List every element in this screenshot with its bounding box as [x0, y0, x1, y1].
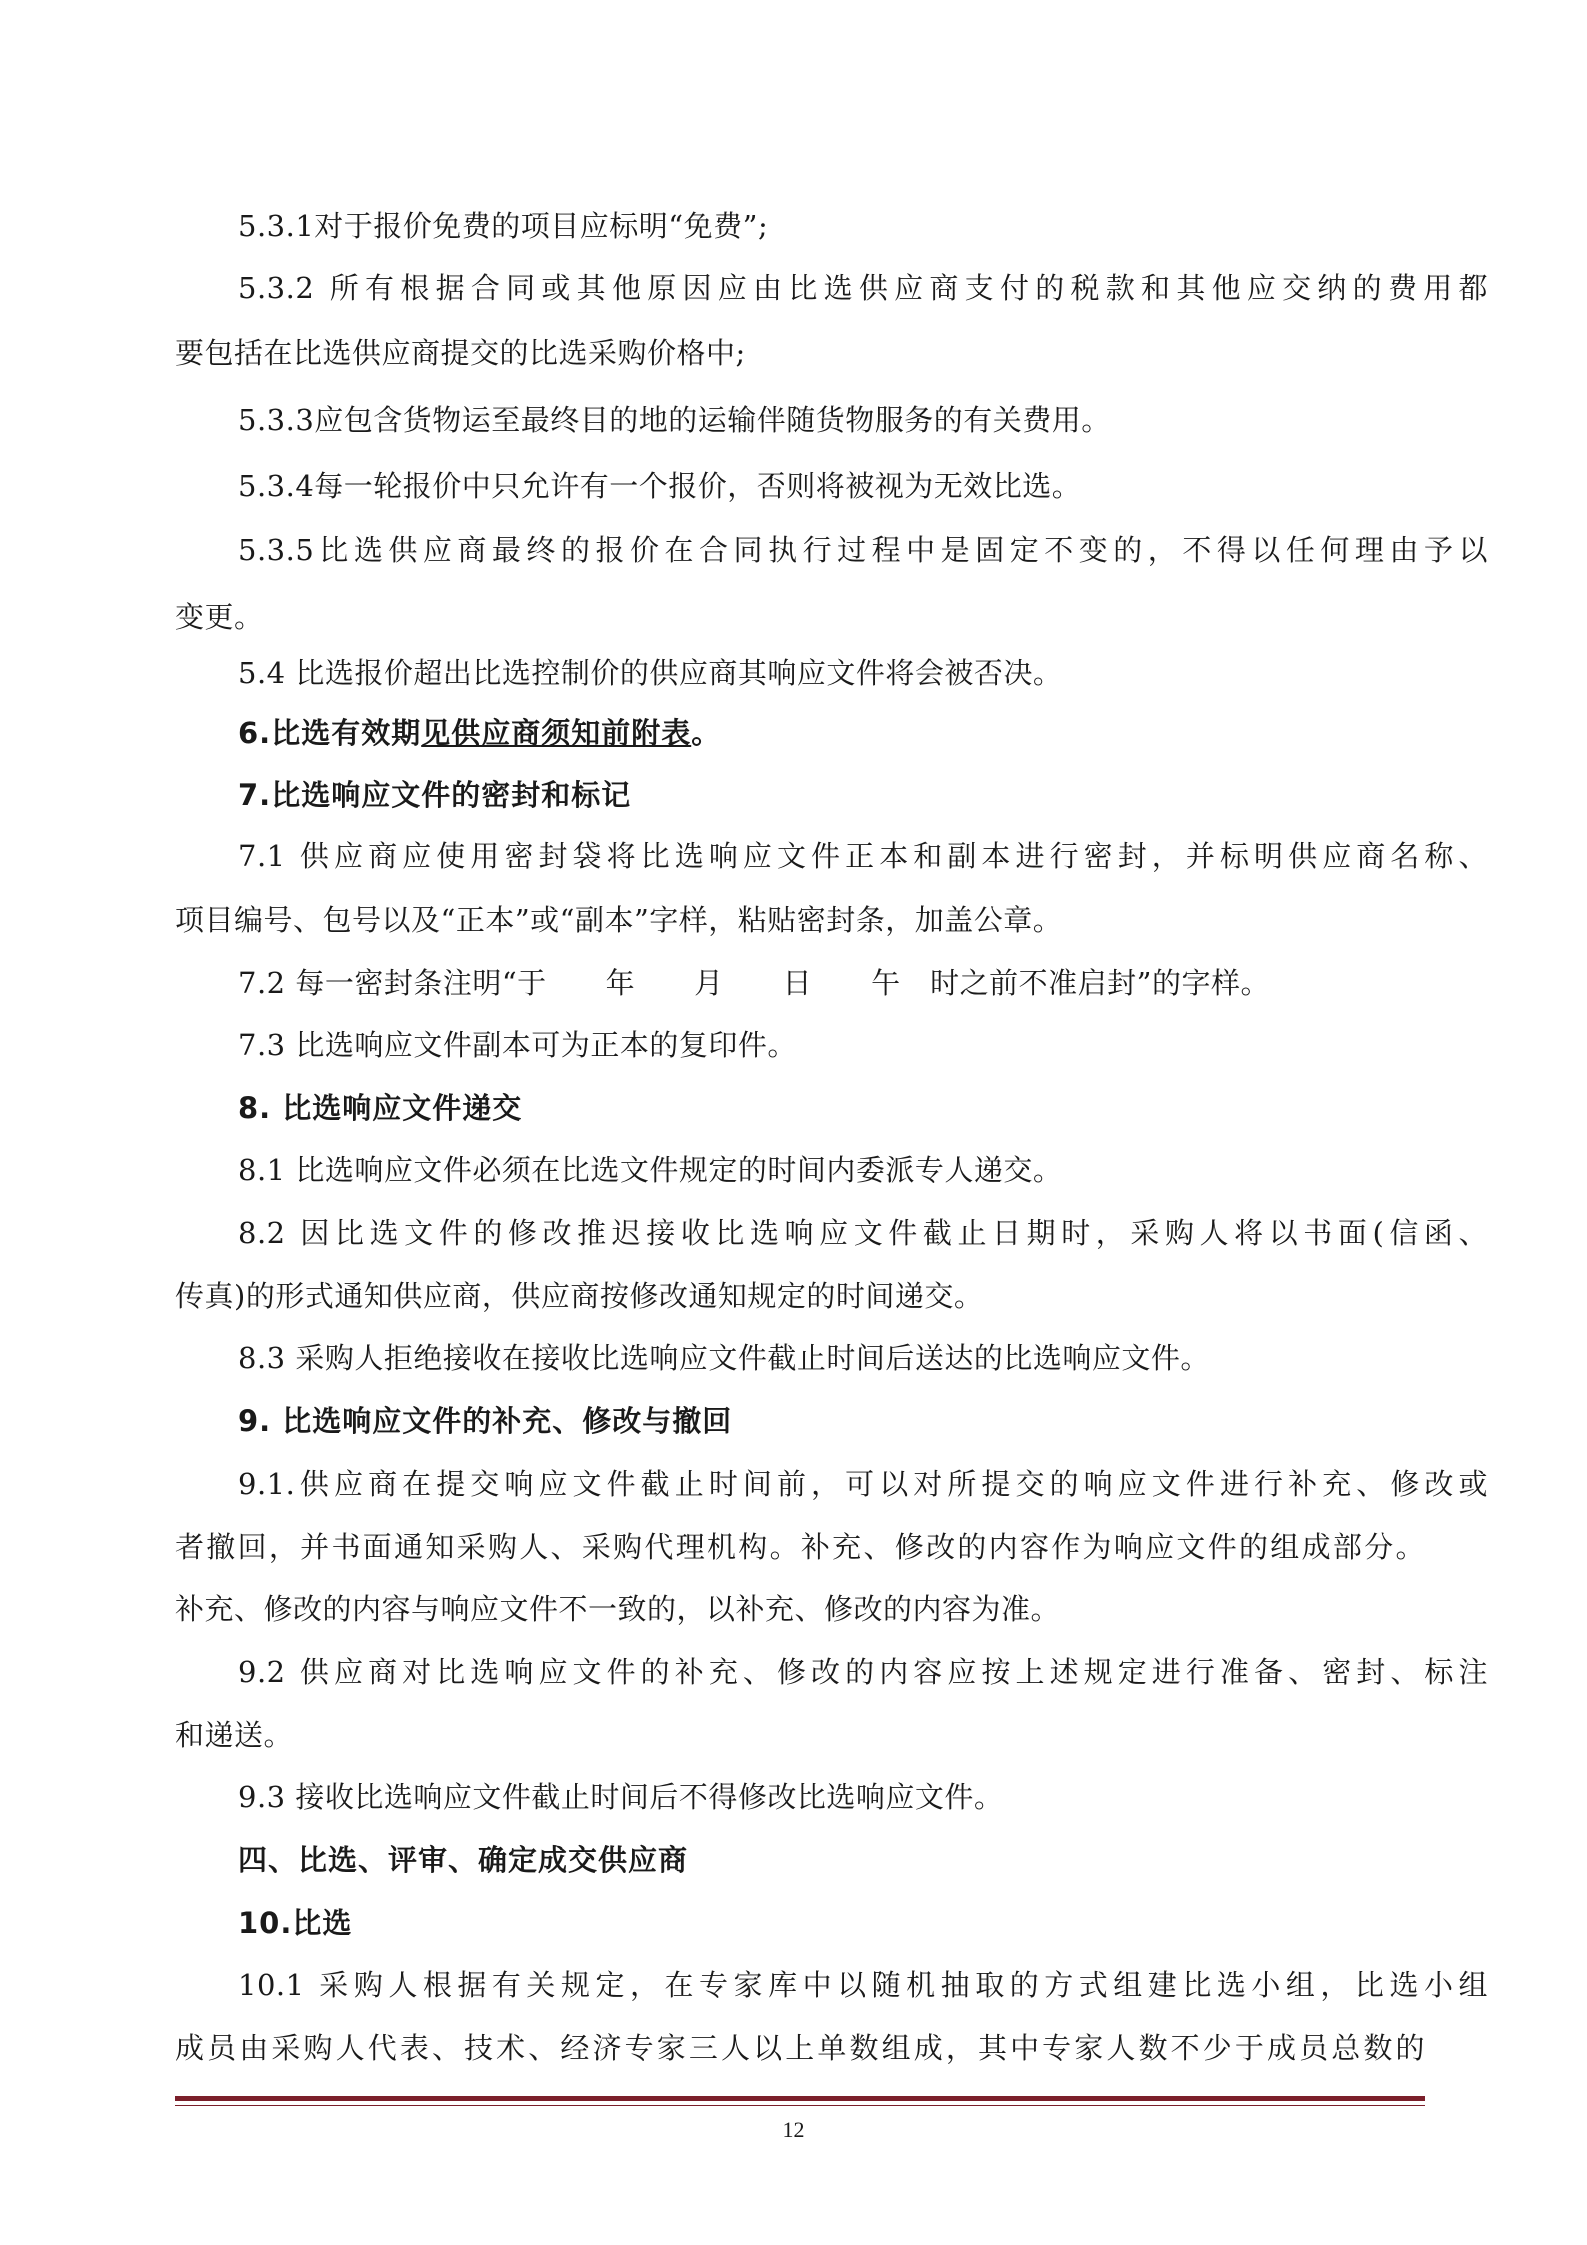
- paragraph-line: 成员由采购人代表、技术、经济专家三人以上单数组成，其中专家人数不少于成员总数的: [175, 2031, 1425, 2065]
- heading-text: 。: [691, 716, 722, 750]
- paragraph-line: 9.2 供应商对比选响应文件的补充、修改的内容应按上述规定进行准备、密封、标注: [238, 1655, 1488, 1689]
- paragraph-line: 5.3.1对于报价免费的项目应标明“免费”;: [238, 209, 769, 243]
- paragraph-line: 5.3.3应包含货物运至最终目的地的运输伴随货物服务的有关费用。: [238, 403, 1111, 437]
- paragraph-line: 7.1 供应商应使用密封袋将比选响应文件正本和副本进行密封，并标明供应商名称、: [238, 839, 1488, 873]
- paragraph-line: 者撤回，并书面通知采购人、采购代理机构。补充、修改的内容作为响应文件的组成部分。: [175, 1530, 1425, 1564]
- section-heading-10: 10.比选: [238, 1906, 353, 1940]
- paragraph-line: 7.2 每一密封条注明“于 年 月 日 午 时之前不准启封”的字样。: [238, 966, 1270, 1000]
- heading-text: 6.比选有效期: [238, 716, 422, 750]
- paragraph-line: 8.3 采购人拒绝接收在接收比选响应文件截止时间后送达的比选响应文件。: [238, 1341, 1210, 1375]
- paragraph-line: 5.4 比选报价超出比选控制价的供应商其响应文件将会被否决。: [238, 656, 1063, 690]
- paragraph-line: 变更。: [175, 600, 264, 634]
- section-heading-6: [238, 713, 1488, 753]
- footer-rule-thin: [175, 2105, 1425, 2106]
- paragraph-line: 9.1.供应商在提交响应文件截止时间前，可以对所提交的响应文件进行补充、修改或: [238, 1467, 1488, 1501]
- paragraph-line: 和递送。: [175, 1718, 294, 1752]
- heading-reference-link: 见供应商须知前附表: [421, 716, 692, 750]
- paragraph-line: 5.3.2 所有根据合同或其他原因应由比选供应商支付的税款和其他应交纳的费用都: [238, 271, 1488, 305]
- paragraph-line: 5.3.5比选供应商最终的报价在合同执行过程中是固定不变的，不得以任何理由予以: [238, 533, 1488, 567]
- section-heading-7: 7.比选响应文件的密封和标记: [238, 778, 632, 812]
- section-heading-9: 9. 比选响应文件的补充、修改与撤回: [238, 1404, 733, 1438]
- paragraph-line: 要包括在比选供应商提交的比选采购价格中;: [175, 336, 746, 370]
- paragraph-line: 8.2 因比选文件的修改推迟接收比选响应文件截止日期时，采购人将以书面(信函、: [238, 1216, 1488, 1250]
- footer-rule: [175, 2096, 1425, 2101]
- paragraph-line: 项目编号、包号以及“正本”或“副本”字样，粘贴密封条，加盖公章。: [175, 903, 1063, 937]
- chapter-heading-4: 四、比选、评审、确定成交供应商: [238, 1843, 689, 1877]
- paragraph-line: 传真)的形式通知供应商，供应商按修改通知规定的时间递交。: [175, 1279, 984, 1313]
- paragraph-line: 7.3 比选响应文件副本可为正本的复印件。: [238, 1028, 797, 1062]
- paragraph-line: 8.1 比选响应文件必须在比选文件规定的时间内委派专人递交。: [238, 1153, 1063, 1187]
- paragraph-line: 5.3.4每一轮报价中只允许有一个报价，否则将被视为无效比选。: [238, 469, 1082, 503]
- page-number: 12: [782, 2117, 805, 2142]
- paragraph-line: 补充、修改的内容与响应文件不一致的，以补充、修改的内容为准。: [175, 1592, 1061, 1626]
- section-heading-8: 8. 比选响应文件递交: [238, 1091, 523, 1125]
- paragraph-line: 10.1 采购人根据有关规定，在专家库中以随机抽取的方式组建比选小组，比选小组: [238, 1968, 1488, 2002]
- paragraph-line: 9.3 接收比选响应文件截止时间后不得修改比选响应文件。: [238, 1780, 1004, 1814]
